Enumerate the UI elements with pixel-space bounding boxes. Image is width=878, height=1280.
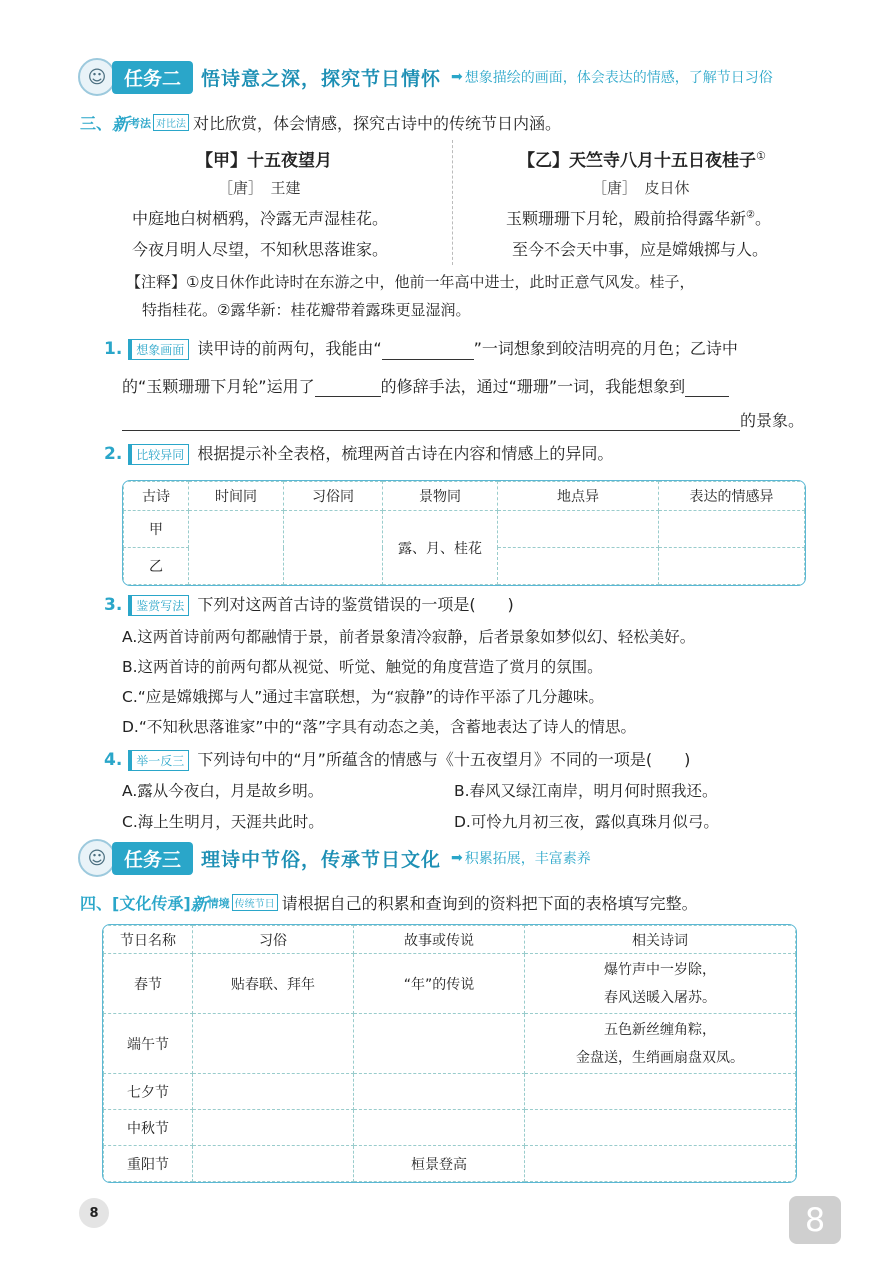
q4-option-d[interactable]: D.可怜九月初三夜，露似真珠月似弓。 xyxy=(454,813,719,831)
story-cell[interactable] xyxy=(354,1014,525,1074)
table-header: 表达的情感异 xyxy=(659,482,805,511)
poemB-line-1-end: 。 xyxy=(754,209,771,228)
q3-num: 3. xyxy=(104,595,123,615)
poem-cell[interactable] xyxy=(525,1146,796,1182)
q1-part2: ”一词想象到皎洁明亮的月色；乙诗中 xyxy=(473,339,738,358)
culture-tag: [文化传承] xyxy=(112,894,191,913)
table-header: 习俗 xyxy=(193,926,354,954)
q1-line-1 xyxy=(104,336,738,360)
q3-option-d[interactable]: D.“不知秋思落谁家”中的“落”字具有动态之美，含蓄地表达了诗人的情思。 xyxy=(122,718,636,736)
q3-line xyxy=(104,592,514,616)
story-cell[interactable]: 桓景登高 xyxy=(354,1146,525,1182)
poemB-author: ［唐］ 皮日休 xyxy=(592,179,690,197)
q2-line xyxy=(104,441,613,465)
table-header: 时间同 xyxy=(189,482,284,511)
custom-same-cell[interactable] xyxy=(284,511,383,585)
story-cell[interactable] xyxy=(354,1074,525,1110)
table-row xyxy=(104,1014,796,1074)
q2-table xyxy=(122,480,806,586)
table-header: 节日名称 xyxy=(104,926,193,954)
festival-name: 七夕节 xyxy=(104,1074,193,1110)
task3-pill: 任务三 xyxy=(112,842,193,875)
table-header: 景物同 xyxy=(383,482,498,511)
q4-num: 4. xyxy=(104,750,123,770)
page-number: 8 xyxy=(79,1198,109,1228)
section4-num: 四、 xyxy=(80,894,113,913)
q1-num: 1. xyxy=(104,339,123,359)
table-header: 相关诗词 xyxy=(525,926,796,954)
q1-tag: 想象画面 xyxy=(128,339,189,360)
festival-name: 中秋节 xyxy=(104,1110,193,1146)
notes-line-1: 【注释】①皮日休作此诗时在东游之中，他前一年高中进士，此时正意气风发。桂子， xyxy=(126,273,695,291)
table-row xyxy=(104,1110,796,1146)
festival-name: 春节 xyxy=(104,954,193,1014)
q4-option-c[interactable]: C.海上生明月，天涯共此时。 xyxy=(122,813,324,831)
poem-divider xyxy=(452,140,453,265)
q2-text: 根据提示补全表格，梳理两首古诗在内容和情感上的异同。 xyxy=(197,444,614,463)
section3-text: 对比欣赏，体会情感，探究古诗中的传统节日内涵。 xyxy=(193,114,562,133)
poem-line: 春风送暖入屠苏。 xyxy=(604,989,716,1006)
poem-line: 五色新丝缠角粽， xyxy=(604,1021,716,1038)
task2-subtitle: 想象描绘的画面，体会表达的情感，了解节日习俗 xyxy=(464,70,773,86)
festival-tag: 传统节日 xyxy=(232,894,278,911)
task2-pill: 任务二 xyxy=(112,61,193,94)
arrow-icon: ➡ xyxy=(451,850,463,866)
row-label-jia: 甲 xyxy=(124,511,189,548)
poemB-line-1-sup: ② xyxy=(746,209,755,221)
poemA-author: ［唐］ 王建 xyxy=(218,179,301,197)
row-label-yi: 乙 xyxy=(124,548,189,585)
emotion-diff-cell-yi[interactable] xyxy=(659,548,805,585)
custom-cell[interactable]: 贴春联、拜年 xyxy=(193,954,354,1014)
q3-text: 下列对这两首古诗的鉴赏错误的一项是( ) xyxy=(197,595,514,614)
q1-part3: 的“玉颗珊珊下月轮”运用了 xyxy=(122,377,315,396)
q3-option-a[interactable]: A.这两首诗前两句都融情于景，前者景象清冷寂静，后者景象如梦似幻、轻松美好。 xyxy=(122,628,696,646)
arrow-icon: ➡ xyxy=(451,69,463,85)
q2-tag: 比较异同 xyxy=(128,444,189,465)
q1-blank-3[interactable] xyxy=(685,380,729,397)
poem-cell[interactable] xyxy=(525,1110,796,1146)
custom-cell[interactable] xyxy=(193,1110,354,1146)
story-cell[interactable]: “年”的传说 xyxy=(354,954,525,1014)
q4-line xyxy=(104,747,690,771)
poemB-line-1-text: 玉颗珊珊下月轮，殿前拾得露华新 xyxy=(506,209,747,228)
section3-num: 三、 xyxy=(80,114,113,133)
poem-cell[interactable] xyxy=(525,1074,796,1110)
section3-heading xyxy=(80,110,561,135)
table-header: 习俗同 xyxy=(284,482,383,511)
table-header: 古诗 xyxy=(124,482,189,511)
table-header: 地点异 xyxy=(498,482,659,511)
page-number-badge: 8 xyxy=(789,1196,841,1244)
q1-part5: 的景象。 xyxy=(740,411,805,430)
poem-cell[interactable] xyxy=(525,1014,796,1074)
notes-line-2: 特指桂花。②露华新：桂花瓣带着露珠更显湿润。 xyxy=(142,301,471,319)
poemB-title xyxy=(518,146,766,171)
section4-heading xyxy=(80,890,698,915)
q1-blank-2[interactable] xyxy=(315,380,381,397)
q4-tag: 举一反三 xyxy=(128,750,189,771)
custom-cell[interactable] xyxy=(193,1014,354,1074)
custom-cell[interactable] xyxy=(193,1146,354,1182)
mascot-icon: ☺ xyxy=(78,58,116,96)
q1-line-2 xyxy=(122,374,729,397)
task3-title: 理诗中节俗，传承节日文化 xyxy=(201,848,442,871)
q1-part1: 读甲诗的前两句，我能由“ xyxy=(197,339,382,358)
q1-blank-1[interactable] xyxy=(382,343,474,360)
q4-text: 下列诗句中的“月”所蕴含的情感与《十五夜望月》不同的一项是( ) xyxy=(197,750,691,769)
poemA-title: 【甲】十五夜望月 xyxy=(196,151,332,171)
q1-line-3 xyxy=(122,408,804,431)
place-diff-cell-yi[interactable] xyxy=(498,548,659,585)
q1-part4: 的修辞手法，通过“珊珊”一词，我能想象到 xyxy=(380,377,686,396)
q4-option-a[interactable]: A.露从今夜白，月是故乡明。 xyxy=(122,782,324,800)
poem-line: 爆竹声中一岁除， xyxy=(604,961,716,978)
compare-tag: 对比法 xyxy=(153,114,189,131)
festival-name: 重阳节 xyxy=(104,1146,193,1182)
q1-blank-4[interactable] xyxy=(122,414,740,431)
scenery-same-cell: 露、月、桂花 xyxy=(383,511,498,585)
story-cell[interactable] xyxy=(354,1110,525,1146)
task3-banner xyxy=(78,843,591,873)
task2-banner xyxy=(78,62,773,92)
task2-title: 悟诗意之深，探究节日情怀 xyxy=(201,67,442,90)
section4-text: 请根据自己的积累和查询到的资料把下面的表格填写完整。 xyxy=(281,894,698,913)
poemB-line-2: 至今不会天中事，应是嫦娥掷与人。 xyxy=(512,240,769,259)
emotion-diff-cell-jia[interactable] xyxy=(659,511,805,548)
q3-tag: 鉴赏写法 xyxy=(128,595,189,616)
table-header: 故事或传说 xyxy=(354,926,525,954)
mascot-icon: ☺ xyxy=(78,839,116,877)
poemB-title-sup: ① xyxy=(756,149,766,163)
q2-num: 2. xyxy=(104,444,123,464)
q3-option-b[interactable]: B.这两首诗的前两句都从视觉、听觉、触觉的角度营造了赏月的氛围。 xyxy=(122,658,603,676)
custom-cell[interactable] xyxy=(193,1074,354,1110)
table-row xyxy=(104,954,796,1014)
q4-option-b[interactable]: B.春风又绿江南岸，明月何时照我还。 xyxy=(454,782,718,800)
festival-table xyxy=(102,924,797,1183)
new-badge: 新 xyxy=(112,115,130,135)
festival-name: 端午节 xyxy=(104,1014,193,1074)
poemB-line-1 xyxy=(506,206,771,229)
table-row xyxy=(104,1146,796,1182)
poem-line: 金盘送，生绡画扇盘双凤。 xyxy=(576,1049,744,1066)
q3-option-c[interactable]: C.“应是嫦娥掷与人”通过丰富联想，为“寂静”的诗作平添了几分趣味。 xyxy=(122,688,604,706)
qingjing-label: 情境 xyxy=(207,896,230,910)
task3-subtitle: 积累拓展，丰富素养 xyxy=(464,851,591,867)
table-row xyxy=(104,1074,796,1110)
new-badge: 新 xyxy=(190,895,208,915)
poemA-line-2: 今夜月明人尽望，不知秋思落谁家。 xyxy=(132,240,389,259)
kaofa-label: 考法 xyxy=(129,116,152,130)
poem-cell[interactable] xyxy=(525,954,796,1014)
poemB-title-text: 【乙】天竺寺八月十五日夜桂子 xyxy=(518,151,756,171)
poemA-line-1: 中庭地白树栖鸦，冷露无声湿桂花。 xyxy=(132,209,389,228)
time-same-cell[interactable] xyxy=(189,511,284,585)
place-diff-cell-jia[interactable] xyxy=(498,511,659,548)
